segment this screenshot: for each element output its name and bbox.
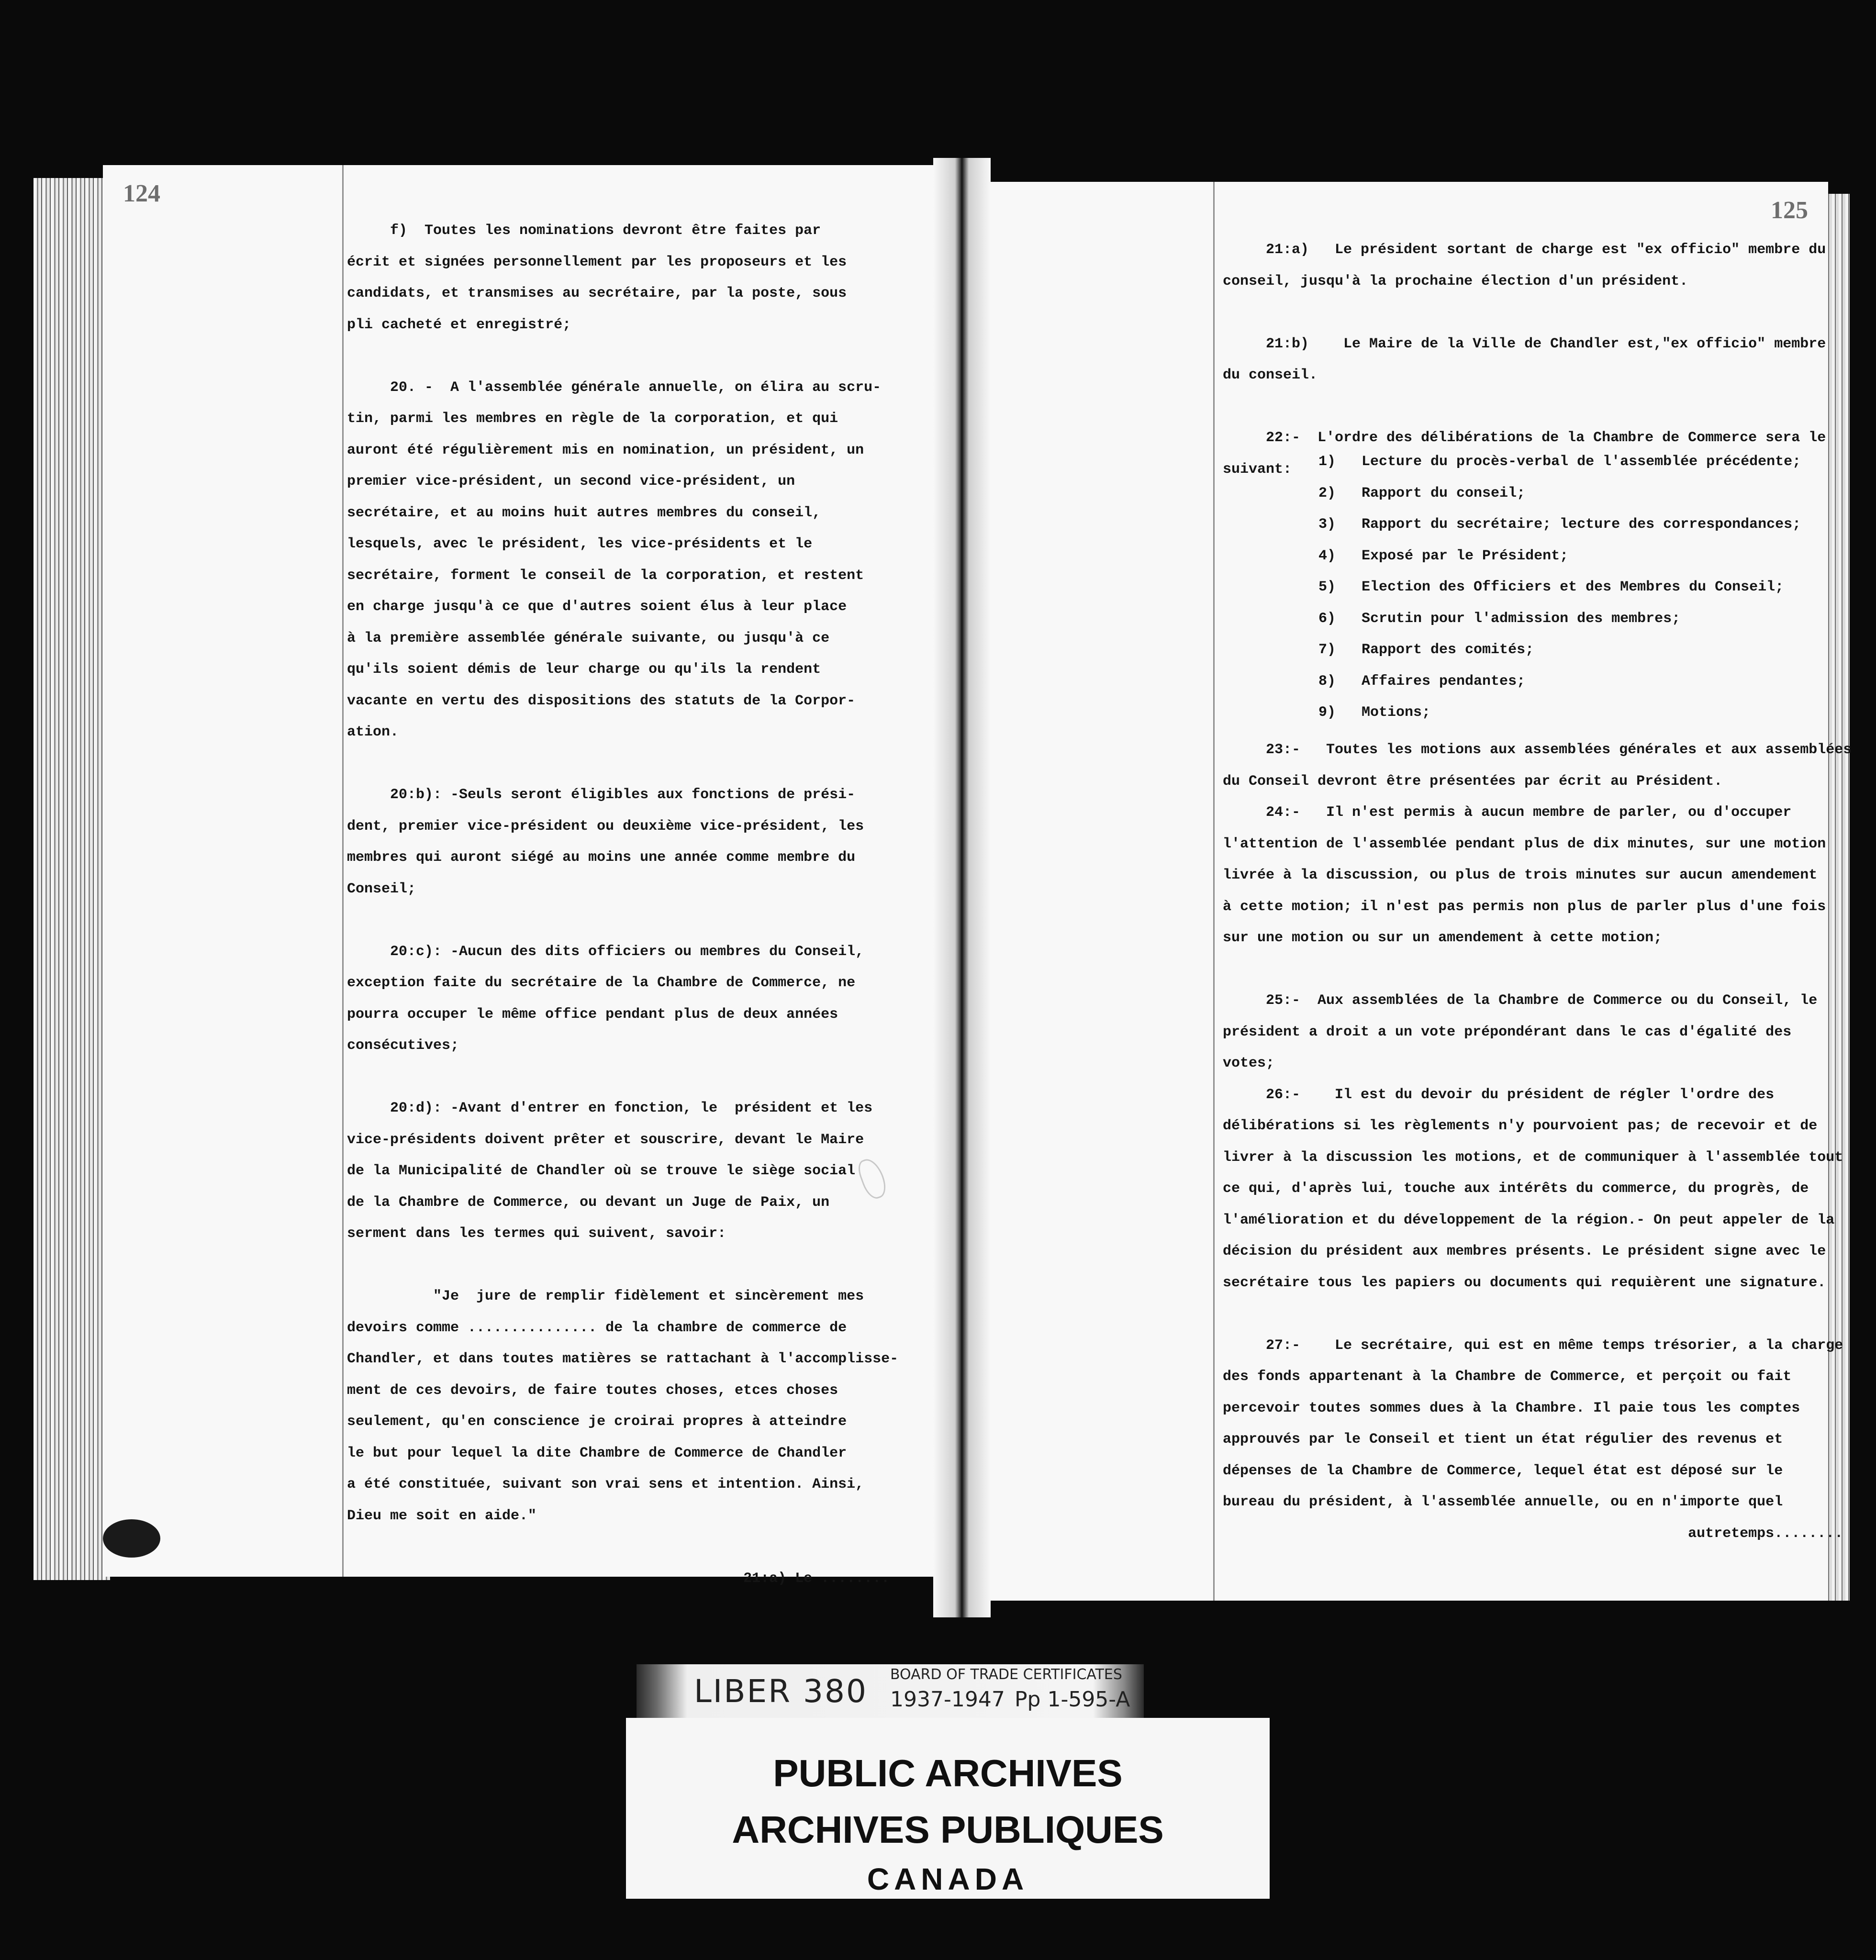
text-line — [347, 1250, 898, 1281]
text-line: bureau du président, à l'assemblée annuelle, ou en n'importe quel — [1223, 1494, 1783, 1510]
left-page-number: 124 — [123, 180, 160, 207]
text-line: consécutives; — [347, 1037, 459, 1054]
text-line: qu'ils soient démis de leur charge ou qu'ils la rendent — [347, 661, 821, 678]
text-line: de la Chambre de Commerce, ou devant un Juge de Paix, un — [347, 1194, 830, 1211]
text-line: décision du président aux membres présents. Le président signe avec le — [1223, 1243, 1826, 1259]
strip-pages: Pp 1-595-A — [1015, 1687, 1130, 1712]
text-line: 21:b) Le Maire de la Ville de Chandler est,"ex officio" membre — [1223, 335, 1826, 352]
agenda-item: 2) Rapport du conseil; — [1318, 485, 1526, 501]
text-line: 20:d): -Avant d'entrer en fonction, le président et les — [347, 1100, 873, 1116]
text-line: du Conseil devront être présentées par écrit au Président. — [1223, 773, 1723, 790]
text-line: exception faite du secrétaire de la Chambre de Commerce, ne — [347, 975, 856, 991]
archive-label-line2: ARCHIVES PUBLIQUES — [732, 1808, 1164, 1851]
text-line: Conseil; — [347, 880, 416, 897]
text-line: ment de ces devoirs, de faire toutes choses, etces choses — [347, 1382, 838, 1399]
text-line: le but pour lequel la dite Chambre de Commerce de Chandler — [347, 1445, 847, 1461]
right-page — [976, 182, 1852, 1601]
text-line — [347, 748, 898, 780]
text-line: à la première assemblée générale suivante, ou jusqu'à ce — [347, 630, 830, 646]
text-line: suivant: — [1223, 461, 1292, 478]
text-line: président a droit a un vote prépondérant dans le cas d'égalité des — [1223, 1024, 1792, 1040]
strip-title: BOARD OF TRADE CERTIFICATES — [890, 1666, 1122, 1683]
text-line: 20:b): -Seuls seront éligibles aux fonctions de prési- — [347, 787, 856, 803]
agenda-item: 4) Exposé par le Président; — [1318, 547, 1569, 564]
right-page-text-bottom — [1223, 735, 1852, 1549]
text-line: pourra occuper le même office pendant plus de deux années — [347, 1006, 838, 1023]
text-line: 22:- L'ordre des délibérations de la Chambre de Commerce sera le — [1223, 430, 1826, 446]
text-line: 20:c): -Aucun des dits officiers ou membres du Conseil, — [347, 943, 864, 960]
text-line: secrétaire, forment le conseil de la corporation, et restent — [347, 567, 864, 584]
agenda-item: 5) Election des Officiers et des Membres du Conseil; — [1318, 579, 1784, 595]
text-line: pli cacheté et enregistré; — [347, 316, 571, 333]
text-line: serment dans les termes qui suivent, savoir: — [347, 1225, 726, 1242]
left-page — [103, 165, 967, 1587]
text-line: secrétaire tous les papiers ou documents qui requièrent une signature. — [1223, 1274, 1826, 1291]
text-line: percevoir toutes sommes dues à la Chambre. Il paie tous les comptes — [1223, 1400, 1800, 1416]
text-line — [347, 1532, 898, 1563]
archive-label-line1: PUBLIC ARCHIVES — [773, 1752, 1123, 1794]
text-line: délibérations si les règlements n'y pourvoient pas; de recevoir et de — [1223, 1118, 1818, 1134]
text-line: du conseil. — [1223, 367, 1318, 383]
left-margin-rule — [342, 165, 344, 1577]
text-line: à cette motion; il n'est pas permis non plus de parler plus d'une fois — [1223, 898, 1826, 915]
text-line: 20. - A l'assemblée générale annuelle, on élira au scru- — [347, 379, 882, 396]
agenda-item: 8) Affaires pendantes; — [1318, 673, 1526, 690]
text-line: conseil, jusqu'à la prochaine élection d'un président. — [1223, 273, 1688, 290]
text-line — [347, 905, 898, 936]
text-line: votes; — [1223, 1055, 1275, 1071]
text-line: vice-présidents doivent prêter et souscrire, devant le Maire — [347, 1131, 864, 1148]
text-line: "Je jure de remplir fidèlement et sincèrement mes — [347, 1288, 864, 1304]
text-line: livrée à la discussion, ou plus de trois minutes sur aucun amendement — [1223, 867, 1818, 883]
text-line: 23:- Toutes les motions aux assemblées générales et aux assemblées — [1223, 742, 1852, 758]
agenda-item: 7) Rapport des comités; — [1318, 642, 1534, 658]
archive-handwritten-strip — [636, 1664, 1144, 1718]
text-line: seulement, qu'en conscience je croirai propres à atteindre — [347, 1414, 847, 1430]
text-line: 24:- Il n'est permis à aucun membre de parler, ou d'occuper — [1223, 804, 1792, 821]
text-line: 25:- Aux assemblées de la Chambre de Commerce ou du Conseil, le — [1223, 992, 1818, 1009]
text-line: candidats, et transmises au secrétaire, par la poste, sous — [347, 285, 847, 301]
text-line: des fonds appartenant à la Chambre de Commerce, et perçoit ou fait — [1223, 1369, 1792, 1385]
liber-label: LIBER 380 — [694, 1673, 868, 1710]
text-line: l'amélioration et du développement de la région.- On peut appeler de la — [1223, 1212, 1835, 1228]
text-line: de la Municipalité de Chandler où se trouve le siège social — [347, 1163, 856, 1179]
left-page-text — [347, 215, 898, 1594]
text-line: secrétaire, et au moins huit autres membres du conseil, — [347, 504, 821, 521]
text-line: devoirs comme ............... de la chambre de commerce de — [347, 1319, 847, 1336]
book-gutter — [933, 158, 991, 1617]
text-line: autretemps........ — [1223, 1525, 1843, 1542]
left-page-edges — [34, 178, 110, 1580]
archive-label-line3: CANADA — [867, 1862, 1029, 1896]
text-line: lesquels, avec le président, les vice-présidents et le — [347, 536, 813, 552]
text-line: auront été régulièrement mis en nomination, un président, un — [347, 442, 864, 458]
archive-label — [626, 1718, 1270, 1899]
text-line: 26:- Il est du devoir du président de régler l'ordre des — [1223, 1086, 1775, 1103]
text-line: membres qui auront siégé au moins une année comme membre du — [347, 849, 856, 866]
text-line: f) Toutes les nominations devront être faites par — [347, 223, 821, 239]
text-line — [1223, 297, 1826, 329]
text-line: ce qui, d'après lui, touche aux intérêts du commerce, du progrès, de — [1223, 1180, 1809, 1197]
text-line: livrer à la discussion les motions, et de communiquer à l'assemblée tout — [1223, 1149, 1843, 1166]
text-line: sur une motion ou sur un amendement à cette motion; — [1223, 930, 1663, 946]
agenda-item: 6) Scrutin pour l'admission des membres; — [1318, 610, 1681, 627]
text-line: ation. — [347, 724, 399, 740]
text-line: 21:a) Le président sortant de charge est "ex officio" membre du — [1223, 242, 1826, 258]
strip-years: 1937-1947 — [890, 1687, 1005, 1712]
text-line: 27:- Le secrétaire, qui est en même temps trésorier, a la charge — [1223, 1337, 1843, 1354]
right-margin-rule — [1213, 182, 1215, 1601]
text-line: tin, parmi les membres en règle de la corporation, et qui — [347, 411, 838, 427]
agenda-item: 3) Rapport du secrétaire; lecture des correspondances; — [1318, 516, 1801, 533]
agenda-item: 1) Lecture du procès-verbal de l'assemblée précédente; — [1318, 454, 1801, 470]
text-line: a été constituée, suivant son vrai sens et intention. Ainsi, — [347, 1476, 864, 1492]
agenda-item: 9) Motions; — [1318, 704, 1431, 721]
page-shadow-mark — [103, 1519, 160, 1558]
text-line: écrit et signées personnellement par les proposeurs et les — [347, 254, 847, 270]
agenda-list — [1318, 446, 1801, 729]
text-line: l'attention de l'assemblée pendant plus de dix minutes, sur une motion — [1223, 835, 1826, 852]
text-line — [347, 341, 898, 372]
text-line: Dieu me soit en aide." — [347, 1507, 537, 1524]
text-line: dent, premier vice-président ou deuxième vice-président, les — [347, 818, 864, 835]
text-line: premier vice-président, un second vice-président, un — [347, 473, 795, 490]
text-line — [347, 1062, 898, 1093]
text-line: en charge jusqu'à ce que d'autres soient élus à leur place — [347, 599, 847, 615]
text-line — [1223, 1299, 1852, 1330]
right-page-number: 125 — [1771, 197, 1808, 224]
text-line: dépenses de la Chambre de Commerce, lequel état est déposé sur le — [1223, 1462, 1783, 1479]
text-line — [1223, 954, 1852, 986]
text-line: approuvés par le Conseil et tient un état régulier des revenus et — [1223, 1431, 1783, 1448]
text-line — [1223, 391, 1826, 423]
text-line: vacante en vertu des dispositions des statuts de la Corpor- — [347, 692, 856, 709]
text-line: Chandler, et dans toutes matières se rattachant à l'accomplisse- — [347, 1351, 899, 1367]
text-line: 21:a) Le ........ — [347, 1570, 890, 1587]
